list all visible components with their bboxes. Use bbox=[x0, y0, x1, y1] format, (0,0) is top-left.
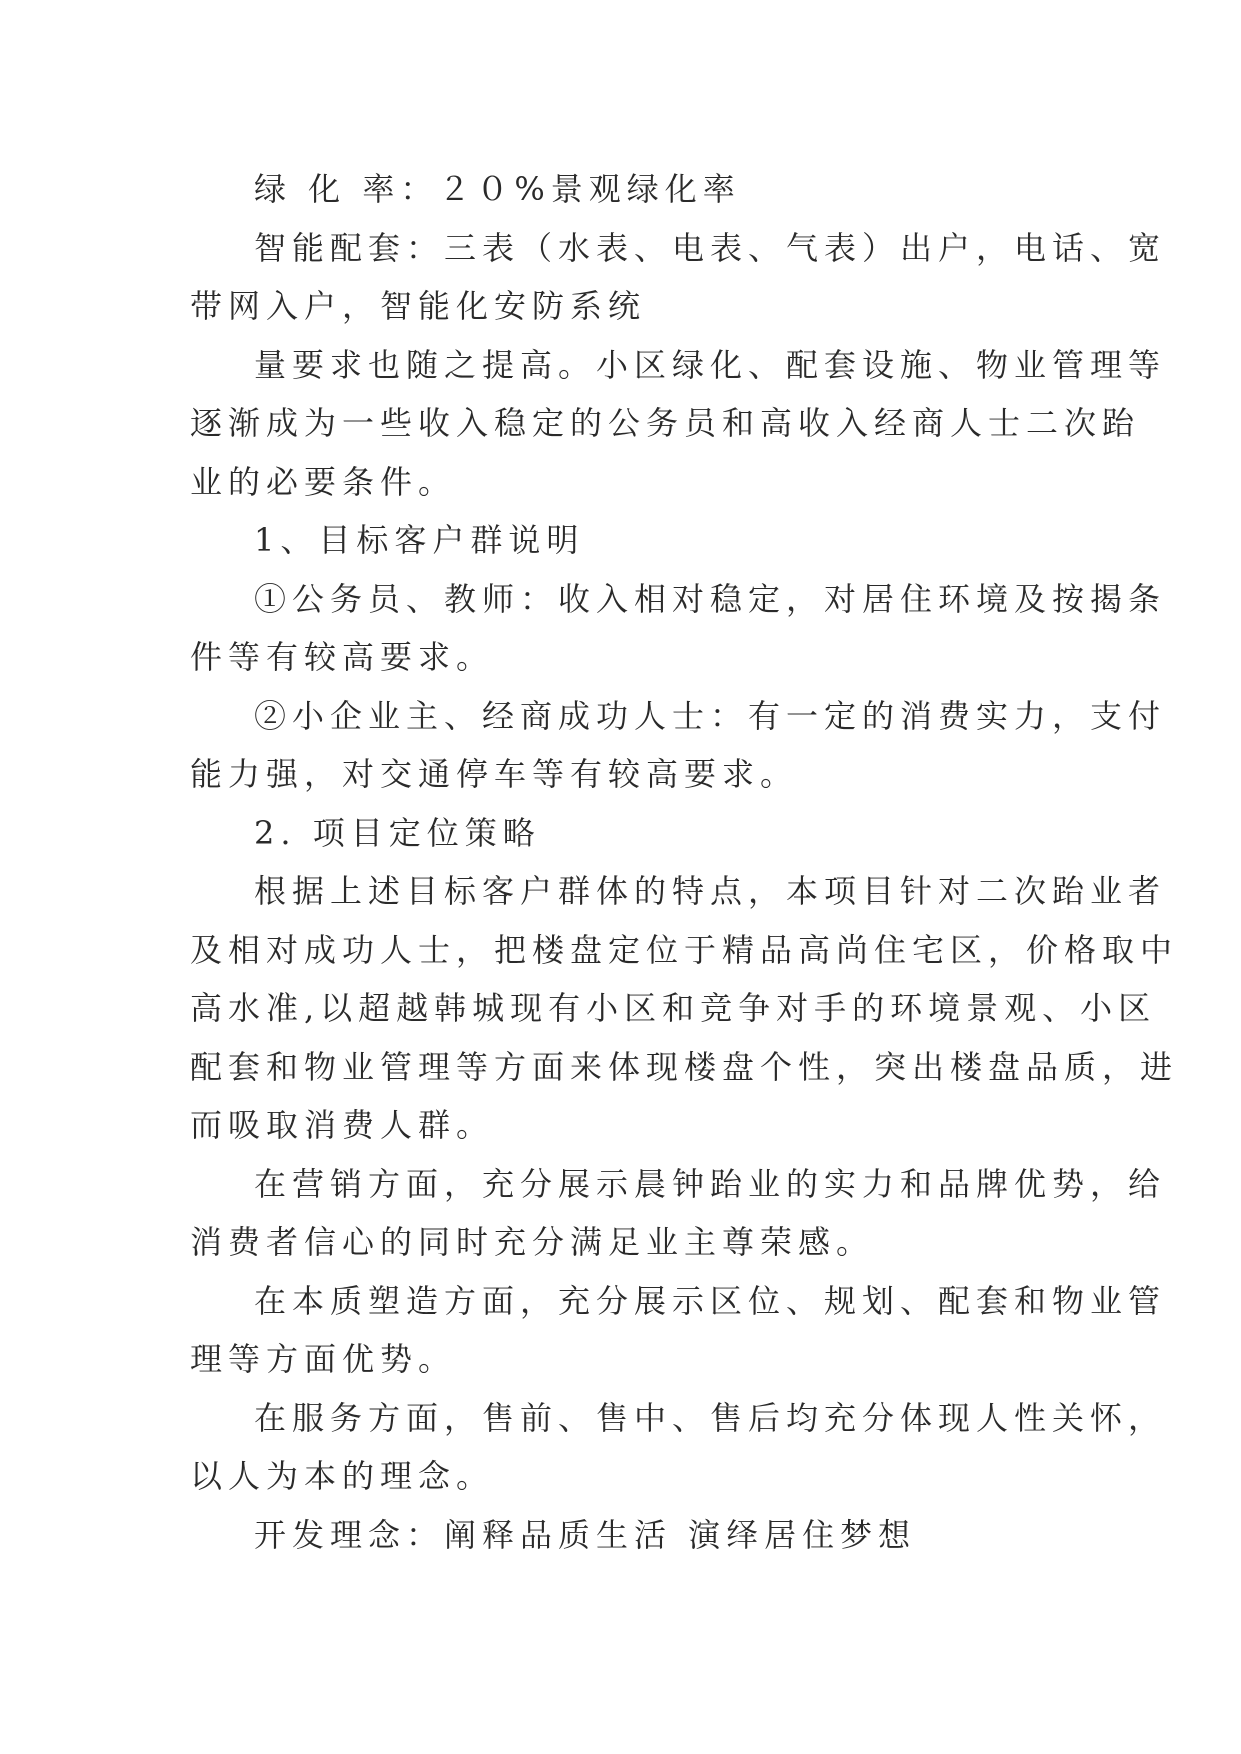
text-line: 在营销方面，充分展示晨钟跆业的实力和品牌优势，给 bbox=[254, 1164, 1167, 1203]
text-line: 开发理念：阐释品质生活 演绎居住梦想 bbox=[254, 1515, 917, 1554]
text-line: 配套和物业管理等方面来体现楼盘个性，突出楼盘品质，进 bbox=[190, 1047, 1179, 1086]
text-line: 消费者信心的同时充分满足业主尊荣感。 bbox=[190, 1223, 875, 1261]
text-line: 以人为本的理念。 bbox=[190, 1457, 495, 1495]
paragraph-development-concept bbox=[190, 1506, 1052, 1565]
text-line: ①公务员、教师：收入相对稳定，对居住环境及按揭条 bbox=[254, 579, 1167, 618]
section-heading: 2. 项目定位策略 bbox=[254, 813, 541, 852]
paragraph-positioning bbox=[190, 862, 1179, 1155]
paragraph-service bbox=[190, 1389, 1167, 1506]
heading-positioning-strategy bbox=[190, 804, 1052, 863]
section-heading: 1、目标客户群说明 bbox=[254, 521, 585, 559]
paragraph-smart-facilities bbox=[190, 219, 1167, 336]
text-line: 在服务方面，售前、售中、售后均充分体现人性关怀， bbox=[254, 1398, 1167, 1437]
text-line: 根据上述目标客户群体的特点，本项目针对二次跆业者 bbox=[254, 872, 1167, 910]
paragraph-quality-requirements bbox=[190, 336, 1167, 512]
text-line: 量要求也随之提高。小区绿化、配套设施、物业管理等 bbox=[254, 345, 1167, 384]
text-line: 能力强，对交通停车等有较高要求。 bbox=[190, 755, 799, 793]
document-body bbox=[190, 160, 1179, 1564]
paragraph-civil-servants bbox=[190, 570, 1167, 687]
text-line: 业的必要条件。 bbox=[190, 462, 457, 501]
paragraph-marketing bbox=[190, 1155, 1167, 1272]
text-line: 理等方面优势。 bbox=[190, 1340, 457, 1378]
heading-target-customers bbox=[190, 511, 1052, 570]
text-line: 而吸取消费人群。 bbox=[190, 1106, 495, 1144]
text-line: 高水准,以超越韩城现有小区和竞争对手的环境景观、小区 bbox=[190, 989, 1157, 1027]
text-line: 带网入户，智能化安防系统 bbox=[190, 287, 647, 325]
text-line: 智能配套：三表（水表、电表、气表）出户，电话、宽 bbox=[254, 228, 1167, 267]
text-line: 绿 化 率：２０%景观绿化率 bbox=[254, 170, 741, 208]
text-line: 件等有较高要求。 bbox=[190, 638, 495, 676]
text-line: 逐渐成为一些收入稳定的公务员和高收入经商人士二次跆 bbox=[190, 404, 1141, 442]
text-line: 及相对成功人士，把楼盘定位于精品高尚住宅区，价格取中 bbox=[190, 930, 1179, 969]
paragraph-greening-rate bbox=[190, 160, 1052, 219]
paragraph-business-owners bbox=[190, 687, 1167, 804]
paragraph-quality-shaping bbox=[190, 1272, 1167, 1389]
text-line: ②小企业主、经商成功人士：有一定的消费实力，支付 bbox=[254, 696, 1167, 735]
text-line: 在本质塑造方面，充分展示区位、规划、配套和物业管 bbox=[254, 1281, 1167, 1320]
